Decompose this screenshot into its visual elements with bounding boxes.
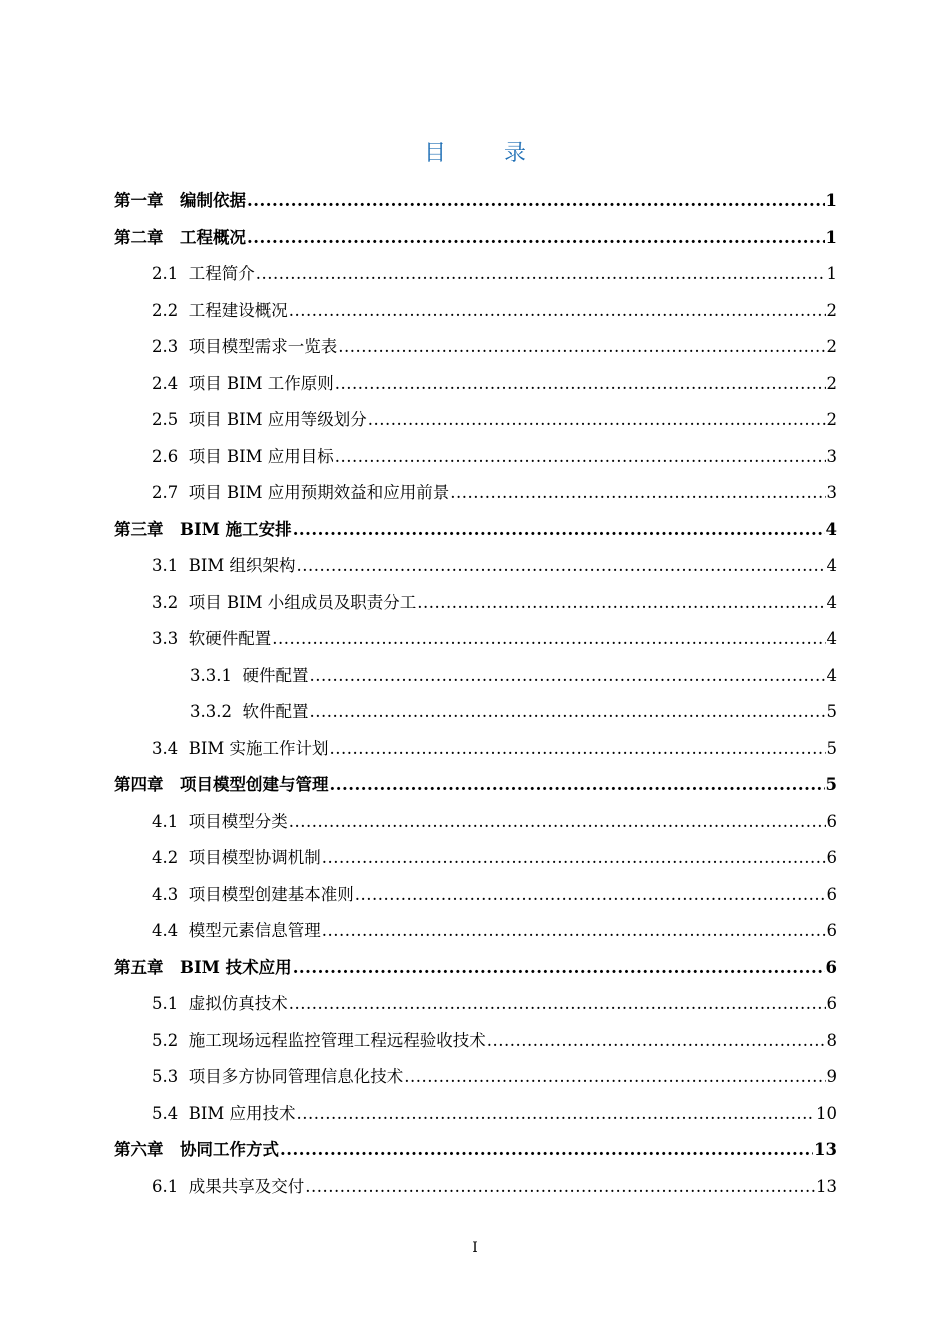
- toc-entry-page: 6: [826, 811, 837, 831]
- toc-entry-page: 2: [826, 410, 837, 429]
- toc-entry-label: 5.4 BIM 应用技术: [152, 1103, 296, 1123]
- toc-entry-page: 4: [825, 519, 837, 539]
- dot-leader: [309, 694, 825, 731]
- toc-entry[interactable]: [114, 585, 837, 622]
- toc-entry-label: 第一章 编制依据: [114, 191, 246, 210]
- toc-entry[interactable]: [114, 1059, 837, 1096]
- toc-entry[interactable]: [114, 913, 837, 950]
- toc-entry[interactable]: [114, 731, 837, 768]
- toc-entry[interactable]: [114, 840, 837, 877]
- dot-leader: [338, 329, 825, 366]
- toc-entry[interactable]: [114, 293, 837, 330]
- dot-leader: [289, 293, 826, 330]
- dot-leader: [322, 913, 826, 950]
- dot-leader: [280, 1132, 813, 1169]
- toc-entry-label: 4.1 项目模型分类: [152, 811, 288, 831]
- toc-entry-page: 3: [826, 483, 837, 502]
- page-number: I: [472, 1240, 478, 1256]
- toc-entry[interactable]: [114, 1169, 837, 1206]
- toc-entry-page: 4: [826, 665, 837, 685]
- dot-leader: [330, 767, 825, 804]
- toc-entry-page: 2: [826, 337, 837, 356]
- toc-entry-page: 1: [825, 227, 837, 247]
- toc-entry-page: 5: [826, 702, 837, 721]
- toc-entry[interactable]: [114, 512, 837, 549]
- toc-entry-label: 3.3 软硬件配置: [152, 629, 272, 648]
- toc-entry-page: 4: [826, 592, 837, 612]
- toc-entry-label: 第三章 BIM 施工安排: [114, 519, 292, 539]
- dot-leader: [247, 183, 825, 220]
- toc-entry-page: 2: [826, 300, 837, 320]
- toc-entry[interactable]: [114, 402, 837, 439]
- dot-leader: [330, 731, 826, 768]
- toc-entry-page: 2: [826, 373, 837, 393]
- toc-entry[interactable]: [114, 256, 837, 293]
- toc-entry-page: 10: [816, 1103, 837, 1123]
- toc-entry[interactable]: [114, 658, 837, 695]
- toc-entry[interactable]: [114, 950, 837, 987]
- toc-entry-label: 2.5 项目 BIM 应用等级划分: [152, 410, 367, 429]
- toc-entry-page: 4: [826, 629, 837, 648]
- toc-entry-label: 第二章 工程概况: [114, 227, 246, 247]
- toc-entry-label: 3.2 项目 BIM 小组成员及职责分工: [152, 592, 417, 612]
- dot-leader: [293, 950, 825, 987]
- toc-entry-label: 6.1 成果共享及交付: [152, 1176, 305, 1196]
- toc-entry-label: 3.3.2 软件配置: [190, 702, 309, 721]
- toc-entry-label: 3.1 BIM 组织架构: [152, 556, 296, 575]
- toc-entry-label: 5.1 虚拟仿真技术: [152, 994, 288, 1013]
- toc-entry-label: 2.6 项目 BIM 应用目标: [152, 446, 334, 466]
- dot-leader: [289, 986, 826, 1023]
- toc-entry[interactable]: [114, 767, 837, 804]
- toc-entry-label: 4.2 项目模型协调机制: [152, 848, 321, 867]
- toc-entry-label: 3.4 BIM 实施工作计划: [152, 738, 329, 758]
- toc-entry-page: 13: [816, 1176, 837, 1196]
- dot-leader: [335, 439, 826, 476]
- toc-entry[interactable]: [114, 183, 837, 220]
- dot-leader: [417, 585, 825, 622]
- toc-entry-page: 5: [826, 738, 837, 758]
- toc-entry[interactable]: [114, 1096, 837, 1133]
- dot-leader: [487, 1023, 826, 1060]
- dot-leader: [247, 220, 825, 257]
- toc-entry[interactable]: [114, 694, 837, 731]
- dot-leader: [355, 877, 826, 914]
- toc-entry[interactable]: [114, 439, 837, 476]
- toc-entry[interactable]: [114, 1023, 837, 1060]
- dot-leader: [297, 548, 826, 585]
- toc-entry-page: 3: [826, 446, 837, 466]
- dot-leader: [293, 512, 825, 549]
- toc-entry[interactable]: [114, 548, 837, 585]
- dot-leader: [322, 840, 826, 877]
- toc-entry[interactable]: [114, 1132, 837, 1169]
- toc-entry-label: 4.3 项目模型创建基本准则: [152, 884, 354, 904]
- dot-leader: [309, 658, 825, 695]
- toc-entry[interactable]: [114, 366, 837, 403]
- toc-entry-page: 1: [826, 264, 837, 283]
- toc-entry-label: 第五章 BIM 技术应用: [114, 957, 292, 977]
- toc-entry-page: 1: [825, 191, 837, 210]
- toc-entry-label: 5.2 施工现场远程监控管理工程远程验收技术: [152, 1030, 486, 1050]
- toc-entry[interactable]: [114, 986, 837, 1023]
- toc-entry-page: 6: [826, 921, 837, 940]
- toc-entry-label: 4.4 模型元素信息管理: [152, 921, 321, 940]
- toc-entry-page: 6: [826, 994, 837, 1013]
- toc-entry[interactable]: [114, 329, 837, 366]
- toc-entry-label: 2.4 项目 BIM 工作原则: [152, 373, 334, 393]
- toc-entry-label: 5.3 项目多方协同管理信息化技术: [152, 1067, 404, 1086]
- toc-entry-page: 5: [825, 775, 837, 794]
- toc-entry[interactable]: [114, 804, 837, 841]
- toc-entry-label: 2.2 工程建设概况: [152, 300, 288, 320]
- toc-entry[interactable]: [114, 220, 837, 257]
- toc-entry[interactable]: [114, 877, 837, 914]
- toc-entry-page: 13: [814, 1140, 837, 1159]
- toc-entry-page: 6: [825, 957, 837, 977]
- dot-leader: [272, 621, 825, 658]
- dot-leader: [335, 366, 826, 403]
- dot-leader: [450, 475, 825, 512]
- toc-entry-page: 8: [826, 1030, 837, 1050]
- table-of-contents: [114, 183, 837, 1205]
- toc-entry-label: 2.1 工程简介: [152, 264, 255, 283]
- dot-leader: [297, 1096, 815, 1133]
- toc-entry[interactable]: [114, 621, 837, 658]
- toc-entry-label: 第六章 协同工作方式: [114, 1140, 279, 1159]
- toc-entry-label: 2.7 项目 BIM 应用预期效益和应用前景: [152, 483, 450, 502]
- dot-leader: [256, 256, 826, 293]
- toc-entry[interactable]: [114, 475, 837, 512]
- toc-title: 目 录: [423, 141, 544, 166]
- toc-entry-page: 6: [826, 848, 837, 867]
- dot-leader: [404, 1059, 825, 1096]
- toc-entry-page: 4: [826, 556, 837, 575]
- toc-entry-label: 3.3.1 硬件配置: [190, 665, 309, 685]
- toc-entry-page: 6: [826, 884, 837, 904]
- toc-entry-label: 第四章 项目模型创建与管理: [114, 775, 329, 794]
- toc-entry-page: 9: [826, 1067, 837, 1086]
- dot-leader: [289, 804, 826, 841]
- dot-leader: [305, 1169, 815, 1206]
- toc-entry-label: 2.3 项目模型需求一览表: [152, 337, 338, 356]
- dot-leader: [368, 402, 826, 439]
